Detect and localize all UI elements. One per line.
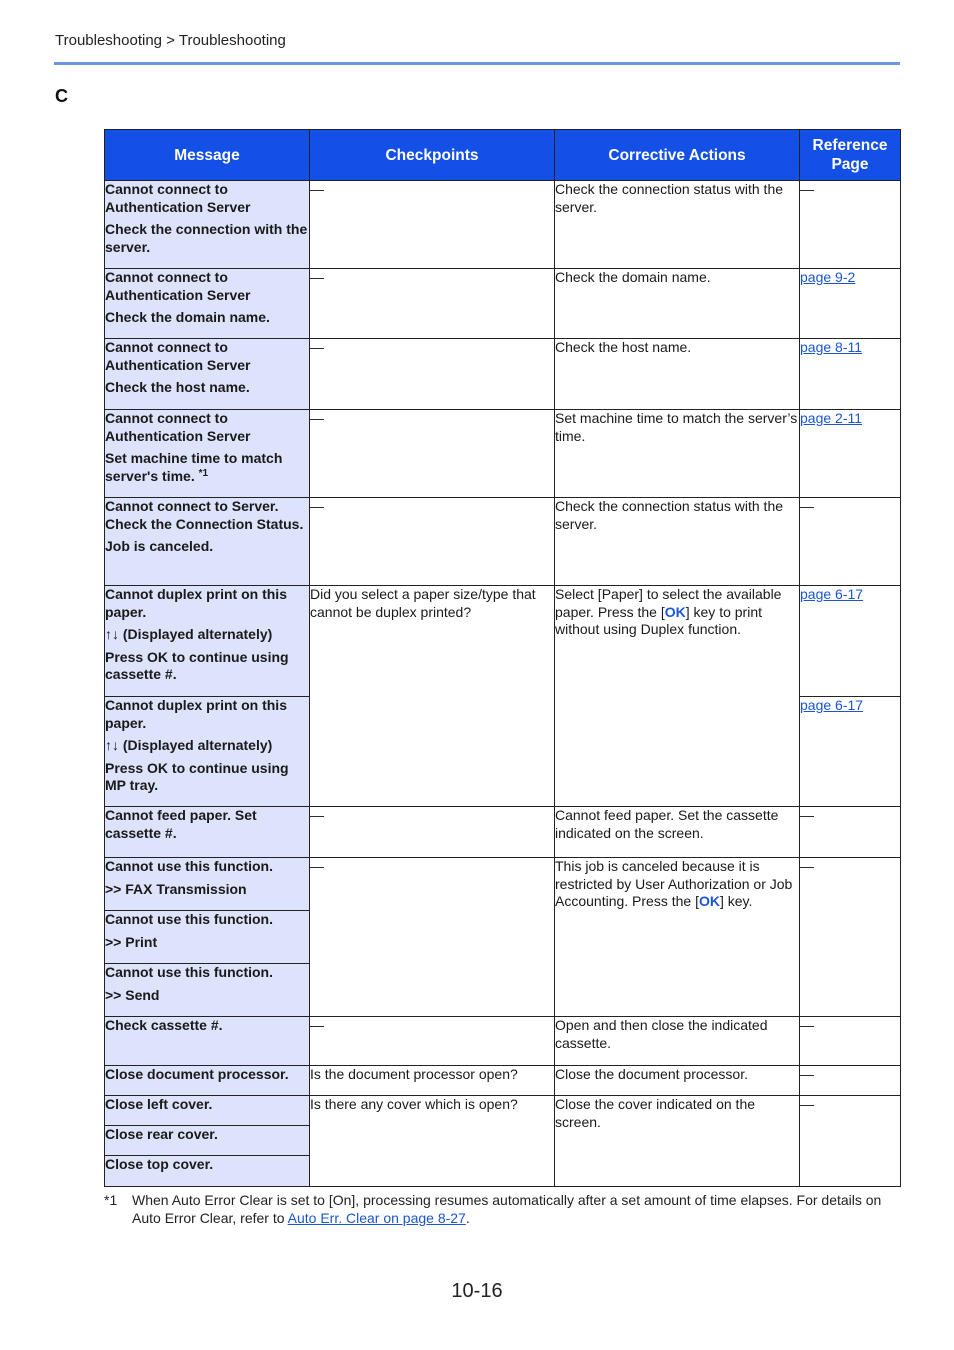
message-line: Close left cover. [105,1096,213,1112]
message-cell [105,807,310,858]
action-cell: Open and then close the indicated cassette. [555,1017,800,1066]
message-text: Set machine time to match server's time. [105,450,283,484]
section-letter: C [55,86,68,106]
message-line: Check the connection with the server. [105,221,308,255]
table-row [105,858,901,911]
table-row [105,1017,901,1066]
message-cell [105,181,310,269]
footnote [104,1191,904,1227]
reference-cell [800,339,901,410]
table-row [105,1096,901,1126]
checkpoint-cell: — [310,807,555,858]
action-text: This job is canceled because it is restricted by User Authorization or Job Accounting. Press the [ [555,858,793,909]
table-row [105,410,901,498]
message-line: Cannot connect to Authentication Server [105,410,251,444]
footnote-end: . [465,1210,470,1226]
header-message: Message [105,130,310,181]
message-line: Cannot connect to Authentication Server [105,181,251,215]
reference-link[interactable]: page 8-11 [800,339,863,355]
checkpoint-cell: — [310,858,555,1017]
message-line: Close rear cover. [105,1126,218,1142]
reference-cell [800,410,901,498]
message-cell [105,498,310,586]
action-cell: Check the connection status with the server. [555,498,800,586]
reference-cell: — [800,181,901,269]
action-text: ] key. [719,893,753,909]
action-cell: Close the document processor. [555,1066,800,1096]
message-line: Cannot connect to Authentication Server [105,339,251,373]
checkpoint-cell: — [310,339,555,410]
message-cell [105,1126,310,1156]
message-line: Press OK to continue using MP tray. [105,759,289,793]
reference-cell: — [800,1066,901,1096]
action-cell [555,858,800,1017]
checkpoint-cell: — [310,410,555,498]
message-cell [105,1017,310,1066]
action-cell: Cannot feed paper. Set the cassette indicated on the screen. [555,807,800,858]
reference-cell: — [800,1096,901,1187]
header-corrective-actions: Corrective Actions [555,130,800,181]
reference-cell: — [800,807,901,858]
action-text: Select [Paper] to select the available paper. Press the [ [555,586,782,620]
footnote-body: When Auto Error Clear is set to [On], processing resumes automatically after a set amount of time elapses. For details on Auto Error Clear, refer to [132,1192,882,1226]
footnote-link[interactable]: Auto Err. Clear on page 8-27 [287,1210,466,1226]
page-number: 10-16 [451,1280,503,1302]
action-cell: Check the host name. [555,339,800,410]
action-cell: Check the domain name. [555,269,800,339]
message-line: ↑↓ (Displayed alternately) [105,737,273,753]
message-line: Close document processor. [105,1066,289,1082]
header-reference-page: Reference Page [800,130,901,181]
reference-link[interactable]: page 6-17 [800,586,864,602]
troubleshooting-table [104,129,901,1187]
table-row [105,1066,901,1096]
message-line: Cannot use this function. [105,858,273,874]
reference-cell: — [800,1017,901,1066]
message-line [105,450,309,485]
table-header-row [105,130,901,181]
message-line: Job is canceled. [105,538,214,554]
table-row [105,586,901,697]
message-line: Check the host name. [105,379,250,395]
reference-cell [800,269,901,339]
checkpoint-cell: — [310,1017,555,1066]
message-line: Cannot connect to Authentication Server [105,269,251,303]
message-cell [105,697,310,807]
message-line: Cannot connect to Server. Check the Connection Status. [105,498,304,532]
message-cell [105,1156,310,1187]
message-line: Check cassette #. [105,1017,223,1033]
reference-cell: — [800,498,901,586]
header-divider [54,62,900,65]
message-line: Press OK to continue using cassette #. [105,648,289,682]
header-checkpoints: Checkpoints [310,130,555,181]
action-cell [555,586,800,807]
message-line: Check the domain name. [105,309,270,325]
table-row [105,339,901,410]
footnote-mark: *1 [104,1192,118,1208]
action-cell: Set machine time to match the server’s time. [555,410,800,498]
reference-link[interactable]: page 9-2 [800,269,856,285]
checkpoint-cell: — [310,269,555,339]
checkpoint-cell: — [310,181,555,269]
ok-key-label: OK [698,893,720,909]
message-line: >> FAX Transmission [105,880,247,897]
message-cell [105,911,310,964]
action-text: ] key to print without using Duplex function. [555,603,762,637]
table-row [105,181,901,269]
checkpoint-cell: Did you select a paper size/type that cannot be duplex printed? [310,586,555,807]
table-row [105,807,901,858]
message-cell [105,964,310,1017]
ok-key-label: OK [664,603,686,620]
message-line: Cannot feed paper. Set cassette #. [105,807,257,841]
message-cell [105,339,310,410]
message-line: Close top cover. [105,1156,214,1172]
action-cell: Check the connection status with the server. [555,181,800,269]
reference-link[interactable]: page 6-17 [800,697,864,713]
reference-cell [800,586,901,697]
action-cell: Close the cover indicated on the screen. [555,1096,800,1187]
message-line: >> Send [105,986,160,1003]
checkpoint-cell: Is there any cover which is open? [310,1096,555,1187]
breadcrumb: Troubleshooting > Troubleshooting [55,32,286,49]
reference-cell [800,697,901,807]
message-line: >> Print [105,933,158,950]
message-cell [105,269,310,339]
message-line: ↑↓ (Displayed alternately) [105,626,273,642]
checkpoint-cell: Is the document processor open? [310,1066,555,1096]
message-line: Cannot duplex print on this paper. [105,697,287,731]
footnote-text [132,1191,904,1227]
message-cell [105,586,310,697]
message-cell [105,410,310,498]
reference-link[interactable]: page 2-11 [800,410,863,426]
message-cell [105,1066,310,1096]
reference-cell: — [800,858,901,1017]
checkpoint-cell: — [310,498,555,586]
message-cell [105,858,310,911]
message-line: Cannot use this function. [105,911,273,927]
message-line: Cannot duplex print on this paper. [105,586,287,620]
message-cell [105,1096,310,1126]
table-row [105,269,901,339]
footnote-ref: *1 [198,467,209,479]
message-line: Cannot use this function. [105,964,273,980]
table-row [105,498,901,586]
